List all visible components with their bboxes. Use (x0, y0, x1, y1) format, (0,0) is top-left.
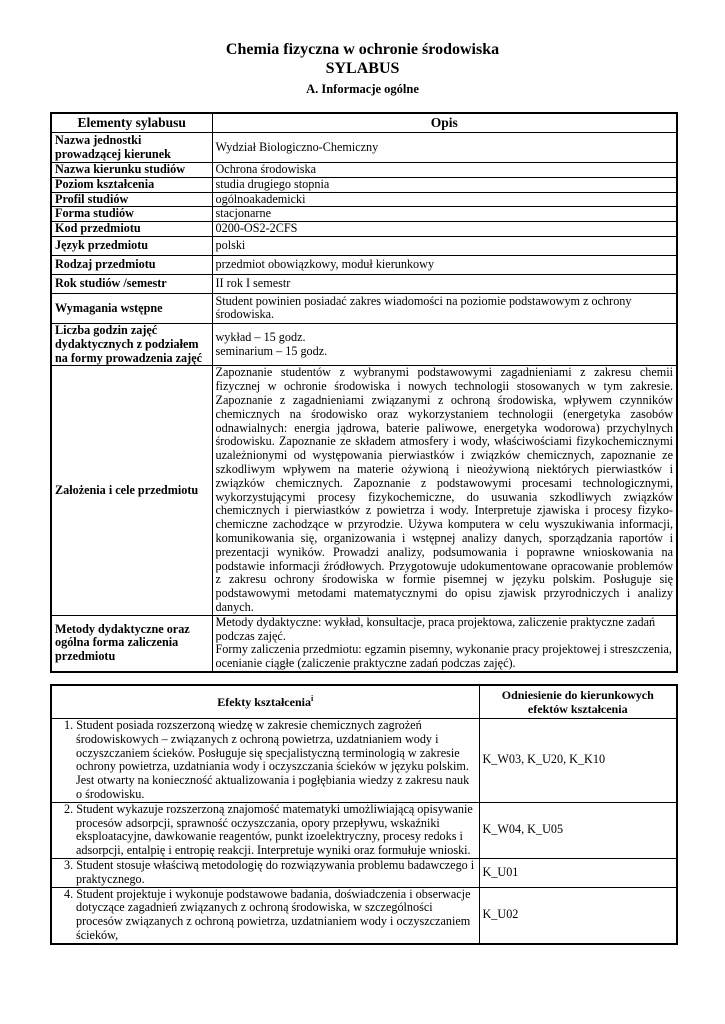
row-key: Metody dydaktyczne oraz ogólna forma zaliczenia przedmiotu (51, 615, 212, 672)
row-value: stacjonarne (212, 207, 677, 222)
column-header-description: Opis (212, 113, 677, 133)
table-row (51, 222, 677, 237)
row-value: 0200-OS2-2CFS (212, 222, 677, 237)
table-row (51, 802, 677, 858)
outcome-reference: K_U02 (479, 887, 677, 944)
document-header (0, 40, 725, 97)
table-row (51, 192, 677, 207)
table-row (51, 133, 677, 163)
row-key: Rodzaj przedmiotu (51, 255, 212, 274)
outcome-text (51, 858, 479, 887)
row-value (212, 323, 677, 365)
hours-seminar: seminarium – 15 godz. (215, 343, 328, 358)
document-subtitle: SYLABUS (325, 60, 400, 77)
row-key: Nazwa kierunku studiów (51, 163, 212, 178)
row-key: Poziom kształcenia (51, 177, 212, 192)
table-row (51, 163, 677, 178)
table-row (51, 293, 677, 323)
row-key: Profil studiów (51, 192, 212, 207)
table-header-row (51, 685, 677, 719)
row-value: Wydział Biologiczno-Chemiczny (212, 133, 677, 163)
syllabus-table (50, 112, 678, 673)
row-value: II rok I semestr (212, 274, 677, 293)
row-value (212, 615, 677, 672)
row-key: Forma studiów (51, 207, 212, 222)
row-key: Założenia i cele przedmiotu (51, 366, 212, 615)
learning-outcomes-table (50, 684, 678, 945)
row-value: Zapoznanie studentów z wybranymi podstawowymi zagadnieniami z zakresu chemii fizycznej w ochronie środowiska i nowych technologii stosowanych w tym zakresie. Zapoznanie z zagadnieniami związanymi z ochroną środowiska, wpływem czynników chemicznych na środowisko oraz wykorzystaniem technologii (energetyka zasobów odnawialnych: energia jądrowa, baterie paliwowe, energetyka wodorowa) przychylnych środowisku. Zapoznanie ze składem atmosfery i wody, właściwościami fizykochemicznymi uzależnionymi od występowania pierwiastków i związków chemicznych, zapoznanie ze szkodliwym wpływem na materie ożywioną i nieożywioną niektórych pierwiastków i związków chemicznych. Zapoznanie z podstawowymi procesami technologicznymi, wykorzystującymi procesy fizykochemiczne, do usuwania szkodliwych związków chemicznych i pierwiastków z powietrza i wody. Interpretuje zjawiska i procesy fizyko-chemiczne zachodzące w przyrodzie. Używa komputera w celu wyszukiwania informacji, komunikowania się, organizowania i wstępnej analizy danych, sporządzania raportów i prezentacji wyników. Prowadzi analizy, podsumowania i poprawne wnioskowania na podstawie informacji źródłowych. Przygotowuje udokumentowane opracowanie problemów z zakresu ochrony środowiska w formie pisemnej w języku polskim. Posługuje się podstawowymi metodami matematycznymi do opisu zjawisk przyrodniczych i analizy danych. (212, 366, 677, 615)
assessment-forms: Formy zaliczenia przedmiotu: egzamin pisemny, wykonanie pracy projektowej i streszczenia, ocenianie ciągłe (zaliczenie praktyczne zadań podczas zajęć). (215, 642, 672, 671)
row-key: Nazwa jednostki prowadzącej kierunek (51, 133, 212, 163)
teaching-methods: Metody dydaktyczne: wykład, konsultacje, praca projektowa, zaliczenie praktyczne zadań podczas zajęć. (215, 614, 656, 643)
section-heading: A. Informacje ogólne (306, 82, 419, 96)
outcome-reference: K_U01 (479, 858, 677, 887)
row-value: studia drugiego stopnia (212, 177, 677, 192)
outcome-text-content: 4. Student projektuje i wykonuje podstawowe badania, doświadczenia i obserwacje dotyczące zagadnień związanych z ochroną środowiska, w szczególności procesów związanych z ochroną powietrza, uzdatnianiem wody i oczyszczaniem ścieków, (64, 886, 471, 942)
document-title: Chemia fizyczna w ochronie środowiska (225, 41, 500, 58)
table-row (51, 615, 677, 672)
table-row (51, 719, 677, 803)
outcome-reference: K_W04, K_U05 (479, 802, 677, 858)
row-key: Wymagania wstępne (51, 293, 212, 323)
table-row (51, 887, 677, 944)
table-row (51, 858, 677, 887)
table-row (51, 274, 677, 293)
column-header-outcomes-label: Efekty kształcenia (217, 694, 311, 709)
table-header-row (51, 113, 677, 133)
row-value: Ochrona środowiska (212, 163, 677, 178)
table-row (51, 366, 677, 615)
outcome-text (51, 802, 479, 858)
column-header-reference: Odniesienie do kierunkowych efektów kształcenia (479, 685, 677, 719)
column-header-outcomes (51, 685, 479, 719)
row-value: przedmiot obowiązkowy, moduł kierunkowy (212, 255, 677, 274)
column-header-elements: Elementy sylabusu (51, 113, 212, 133)
row-value: Student powinien posiadać zakres wiadomości na poziomie podstawowym z ochrony środowiska. (212, 293, 677, 323)
outcome-text-content: 1. Student posiada rozszerzoną wiedzę w zakresie chemicznych zagrożeń środowiskowych – związanych z ochroną powietrza, uzdatnianiem wody i oczyszczaniem ścieków. Posługuje się specjalistyczną terminologią w zakresie ochrony powietrza, uzdatniania wody i oczyszczania ścieków w języku polskim. Jest otwarty na konieczność aktualizowania i pogłębiania wiedzy z zakresu nauk o środowisku. (64, 718, 470, 801)
table-row (51, 236, 677, 255)
outcome-text (51, 887, 479, 944)
row-value: polski (212, 236, 677, 255)
row-key: Liczba godzin zajęć dydaktycznych z podziałem na formy prowadzenia zajęć (51, 323, 212, 365)
row-key: Język przedmiotu (51, 236, 212, 255)
table-row (51, 323, 677, 365)
table-row (51, 177, 677, 192)
outcome-text-content: 2. Student wykazuje rozszerzoną znajomość matematyki umożliwiającą opisywanie procesów adsorpcji, sprawność oczyszczania, opory przepływu, wskaźniki eksploatacyjne, dawkowanie reagentów, punkt izoelektryczny, procesy redoks i adsorpcji, entalpię i entropię reakcji. Interpretuje wyniki oraz formułuje wnioski. (64, 801, 473, 858)
hours-lecture: wykład – 15 godz. (215, 329, 306, 344)
row-value: ogólnoakademicki (212, 192, 677, 207)
outcome-text (51, 719, 479, 803)
table-row (51, 207, 677, 222)
row-key: Rok studiów /semestr (51, 274, 212, 293)
row-key: Kod przedmiotu (51, 222, 212, 237)
outcome-text-content: 3. Student stosuje właściwą metodologię do rozwiązywania problemu badawczego i praktycznego. (64, 857, 475, 886)
footnote-mark: i (310, 693, 314, 703)
outcome-reference: K_W03, K_U20, K_K10 (479, 719, 677, 803)
table-row (51, 255, 677, 274)
